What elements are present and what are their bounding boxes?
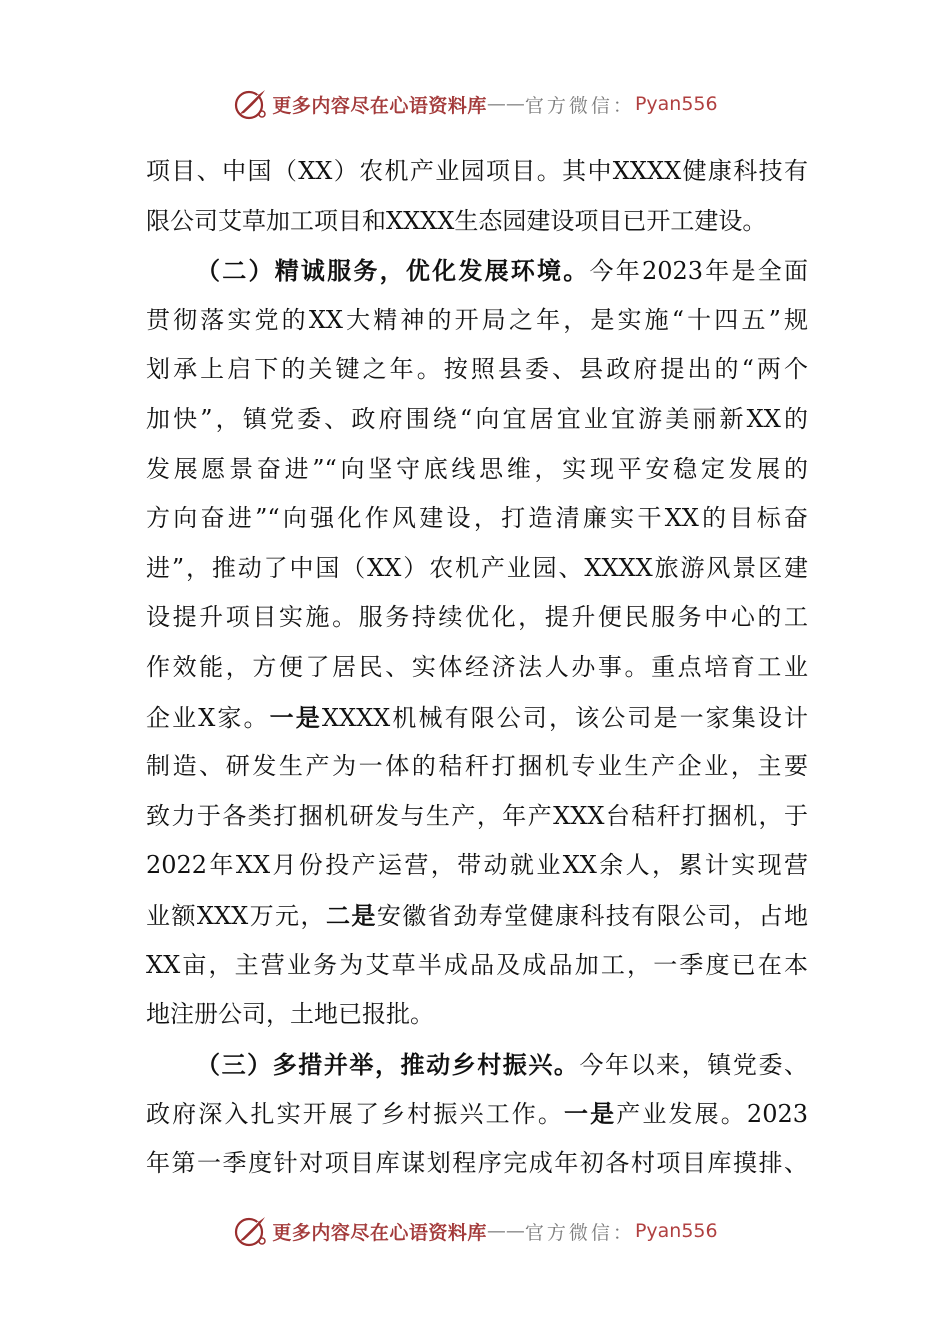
- text-segment: 限公司艾草加工项目和XXXX生态园建设项目已开工建设。: [146, 206, 767, 235]
- watermark-label: 官方微信：: [524, 1221, 635, 1244]
- text-line: [146, 296, 808, 346]
- text-line: [146, 742, 808, 792]
- bold-text-segment: （三）多措并举，推动乡村振兴。: [196, 1049, 580, 1079]
- text-segment: 产业发展。2023: [616, 1100, 808, 1129]
- text-segment: 今年2023年是全面: [589, 257, 808, 286]
- text-segment: 贯彻落实党的XX大精神的开局之年，是实施“十四五”规: [146, 305, 808, 334]
- text-line: [146, 345, 808, 395]
- text-segment: 业额XXX万元，: [146, 901, 326, 930]
- text-line: [146, 544, 808, 594]
- text-line: [146, 494, 808, 544]
- watermark-wechat-id: Pyan556: [634, 93, 718, 115]
- text-segment: 地注册公司，土地已报批。: [146, 1000, 434, 1029]
- header-watermark: [0, 84, 950, 124]
- text-segment: 作效能，方便了居民、实体经济法人办事。重点培育工业: [146, 652, 808, 681]
- text-segment: 制造、研发生产为一体的秸秆打捆机专业生产企业，主要: [146, 752, 808, 781]
- text-segment: 进”，推动了中国（XX）农机产业园、XXXX旅游风景区建: [146, 553, 808, 582]
- text-line: [146, 792, 808, 842]
- watermark-separator: ——: [486, 1220, 525, 1242]
- text-line: [146, 147, 808, 197]
- text-segment: 设提升项目实施。服务持续优化，提升便民服务中心的工: [146, 603, 808, 632]
- text-line: [146, 593, 808, 643]
- text-line: [146, 643, 808, 693]
- watermark-wechat-id: Pyan556: [634, 1220, 718, 1242]
- quill-logo-icon: [232, 86, 268, 122]
- watermark-label: 官方微信：: [524, 94, 635, 117]
- watermark-site-text: 更多内容尽在心语资料库: [272, 1221, 487, 1244]
- document-body: [146, 147, 808, 1188]
- text-line: [146, 1089, 808, 1139]
- text-segment: XXXX机械有限公司，该公司是一家集设计: [321, 703, 808, 732]
- footer-watermark: [0, 1211, 950, 1251]
- text-segment: 加快”，镇党委、政府围绕“向宜居宜业宜游美丽新XX的: [146, 404, 808, 433]
- text-segment: 2022年XX月份投产运营，带动就业XX余人，累计实现营: [146, 851, 808, 880]
- text-line: [146, 395, 808, 445]
- text-segment: 项目、中国（XX）农机产业园项目。其中XXXX健康科技有: [146, 157, 808, 185]
- watermark-site-text: 更多内容尽在心语资料库: [272, 94, 487, 117]
- text-line: [146, 246, 808, 296]
- text-segment: XX亩，主营业务为艾草半成品及成品加工，一季度已在本: [146, 950, 808, 979]
- bold-text-segment: 二是: [325, 900, 377, 930]
- text-line: [146, 197, 808, 247]
- bold-text-segment: 一是: [564, 1099, 617, 1129]
- text-line: [146, 841, 808, 891]
- quill-logo-icon: [232, 1213, 268, 1249]
- text-segment: 划承上启下的关键之年。按照县委、县政府提出的“两个: [146, 355, 808, 384]
- text-line: [146, 1139, 808, 1189]
- text-line: [146, 990, 808, 1040]
- text-line: [146, 693, 808, 743]
- text-line: [146, 1040, 808, 1090]
- watermark-separator: ——: [486, 93, 525, 115]
- text-line: [146, 891, 808, 941]
- text-segment: 今年以来，镇党委、: [579, 1050, 808, 1079]
- text-segment: 安徽省劲寿堂健康科技有限公司，占地: [376, 901, 808, 930]
- text-line: [146, 445, 808, 495]
- text-segment: 致力于各类打捆机研发与生产，年产XXX台秸秆打捆机，于: [146, 801, 808, 830]
- text-segment: 企业X家。: [146, 703, 270, 732]
- text-segment: 方向奋进”“向强化作风建设，打造清廉实干XX的目标奋: [146, 504, 808, 533]
- bold-text-segment: 一是: [269, 702, 322, 732]
- text-line: [146, 941, 808, 991]
- bold-text-segment: （二）精诚服务，优化发展环境。: [196, 256, 590, 286]
- text-segment: 发展愿景奋进”“向坚守底线思维，实现平安稳定发展的: [146, 454, 808, 483]
- text-segment: 年第一季度针对项目库谋划程序完成年初各村项目库摸排、: [146, 1148, 808, 1177]
- text-segment: 政府深入扎实开展了乡村振兴工作。: [146, 1100, 565, 1129]
